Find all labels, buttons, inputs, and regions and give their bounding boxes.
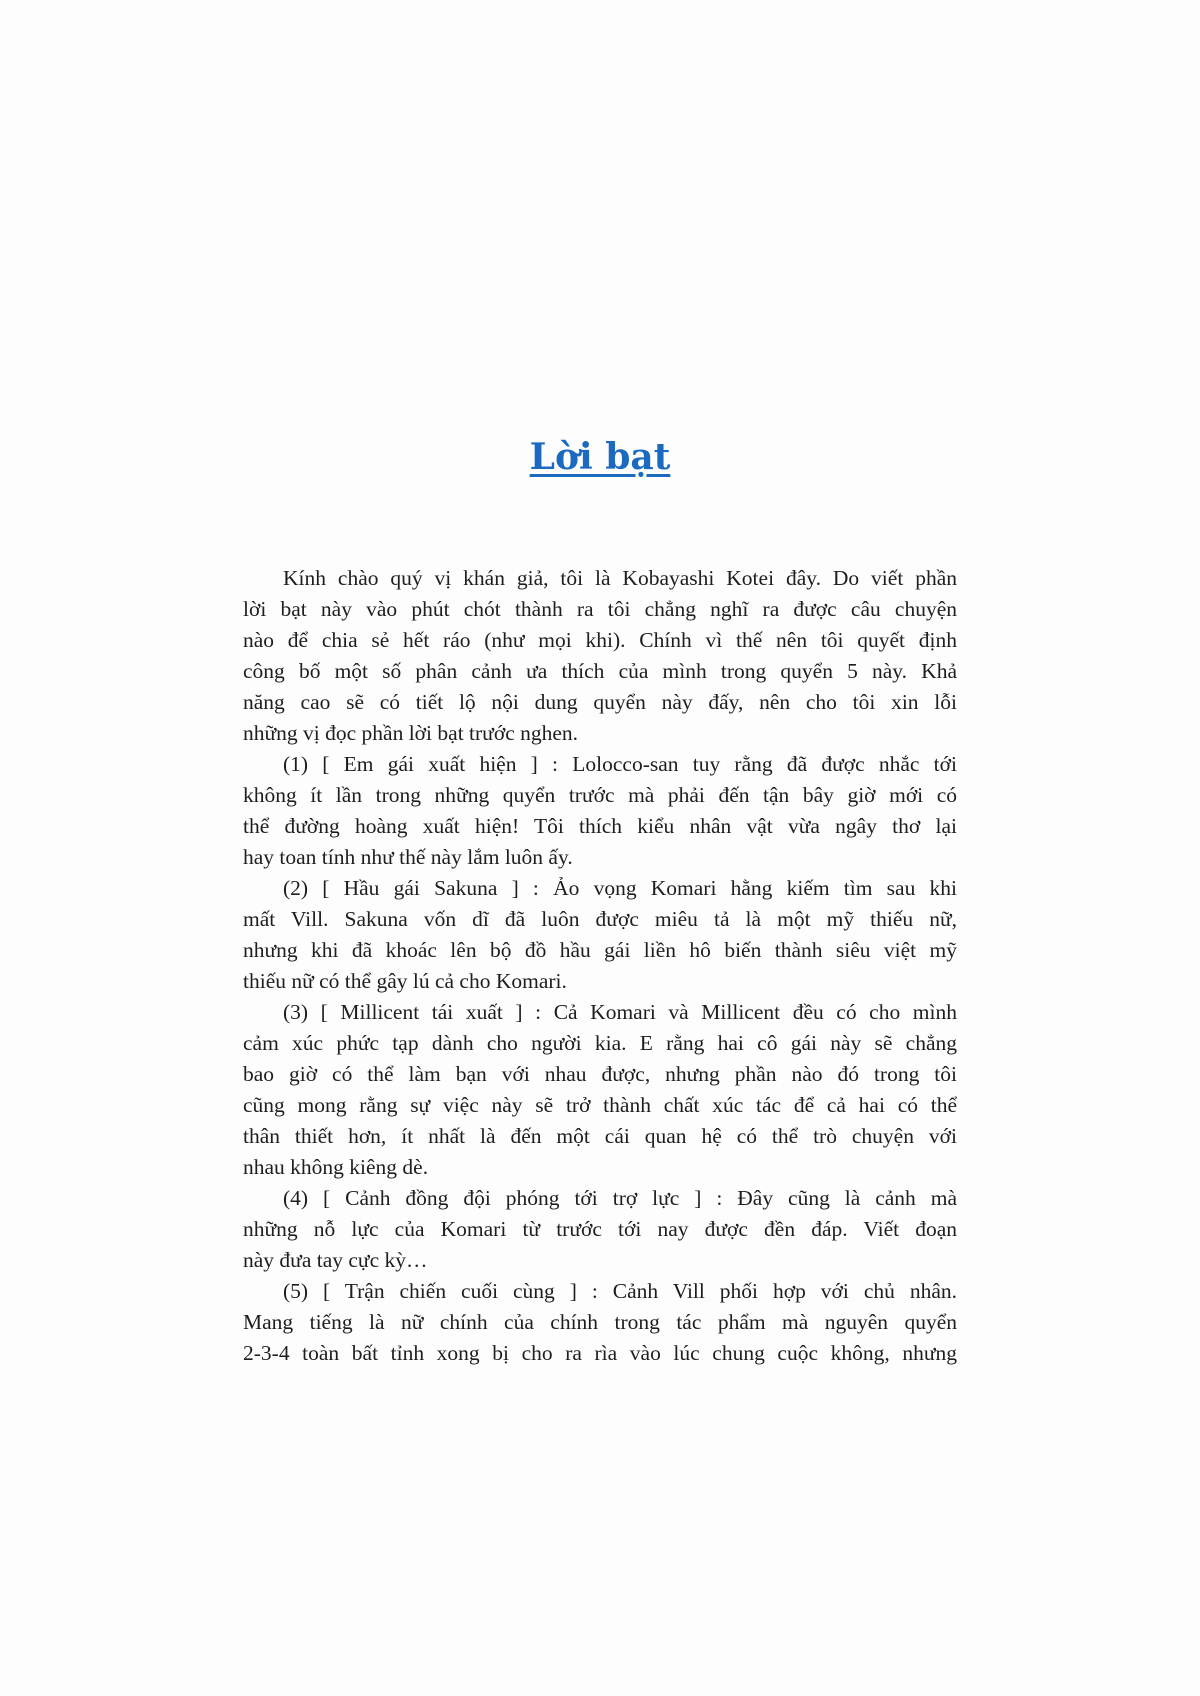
- text-line: công bố một số phân cảnh ưa thích của mình trong quyển 5 này. Khả: [243, 659, 957, 683]
- text-line: nhau không kiêng dè.: [243, 1155, 429, 1179]
- text-line: mất Vill. Sakuna vốn dĩ đã luôn được miêu tả là một mỹ thiếu nữ,: [243, 907, 957, 931]
- page-title: Lời bạt: [529, 436, 671, 478]
- paragraph: [243, 749, 957, 873]
- text-line: (1) [ Em gái xuất hiện ] : Lolocco-san tuy rằng đã được nhắc tới: [283, 752, 957, 776]
- text-line: những nỗ lực của Komari từ trước tới nay được đền đáp. Viết đoạn: [243, 1217, 957, 1241]
- text-line: 2-3-4 toàn bất tỉnh xong bị cho ra rìa vào lúc chung cuộc không, nhưng: [243, 1341, 957, 1365]
- paragraph: [243, 563, 957, 749]
- text-line: (3) [ Millicent tái xuất ] : Cả Komari và Millicent đều có cho mình: [283, 1000, 957, 1024]
- text-line: năng cao sẽ có tiết lộ nội dung quyển này đấy, nên cho tôi xin lỗi: [243, 690, 957, 714]
- text-line: này đưa tay cực kỳ…: [243, 1248, 428, 1272]
- text-line: nào để chia sẻ hết ráo (như mọi khi). Chính vì thế nên tôi quyết định: [243, 628, 957, 652]
- text-line: (2) [ Hầu gái Sakuna ] : Ảo vọng Komari hằng kiếm tìm sau khi: [283, 876, 957, 900]
- text-line: thân thiết hơn, ít nhất là đến một cái quan hệ có thể trò chuyện với: [243, 1124, 957, 1148]
- text-line: nhưng khi đã khoác lên bộ đồ hầu gái liền hô biến thành siêu việt mỹ: [243, 938, 957, 962]
- text-line: (4) [ Cảnh đồng đội phóng tới trợ lực ] : Đây cũng là cảnh mà: [283, 1186, 957, 1210]
- paragraph: [243, 873, 957, 997]
- body-text: [243, 563, 957, 1369]
- text-line: lời bạt này vào phút chót thành ra tôi chẳng nghĩ ra được câu chuyện: [243, 597, 957, 621]
- text-line: không ít lần trong những quyển trước mà phải đến tận bây giờ mới có: [243, 783, 957, 807]
- text-line: thể đường hoàng xuất hiện! Tôi thích kiểu nhân vật vừa ngây thơ lại: [243, 814, 957, 838]
- text-line: những vị đọc phần lời bạt trước nghen.: [243, 721, 579, 745]
- paragraph: [243, 1183, 957, 1276]
- text-line: bao giờ có thể làm bạn với nhau được, nhưng phần nào đó trong tôi: [243, 1062, 957, 1086]
- paragraph: [243, 1276, 957, 1369]
- text-line: cảm xúc phức tạp dành cho người kia. E rằng hai cô gái này sẽ chẳng: [243, 1031, 957, 1055]
- text-line: cũng mong rằng sự việc này sẽ trở thành chất xúc tác để cả hai có thể: [243, 1093, 957, 1117]
- text-line: hay toan tính như thế này lắm luôn ấy.: [243, 845, 573, 869]
- text-line: (5) [ Trận chiến cuối cùng ] : Cảnh Vill phối hợp với chủ nhân.: [283, 1279, 957, 1303]
- text-line: Mang tiếng là nữ chính của chính trong tác phẩm mà nguyên quyển: [243, 1310, 957, 1334]
- paragraph: [243, 997, 957, 1183]
- text-line: thiếu nữ có thể gây lú cả cho Komari.: [243, 969, 567, 993]
- text-line: Kính chào quý vị khán giả, tôi là Kobayashi Kotei đây. Do viết phần: [283, 566, 957, 590]
